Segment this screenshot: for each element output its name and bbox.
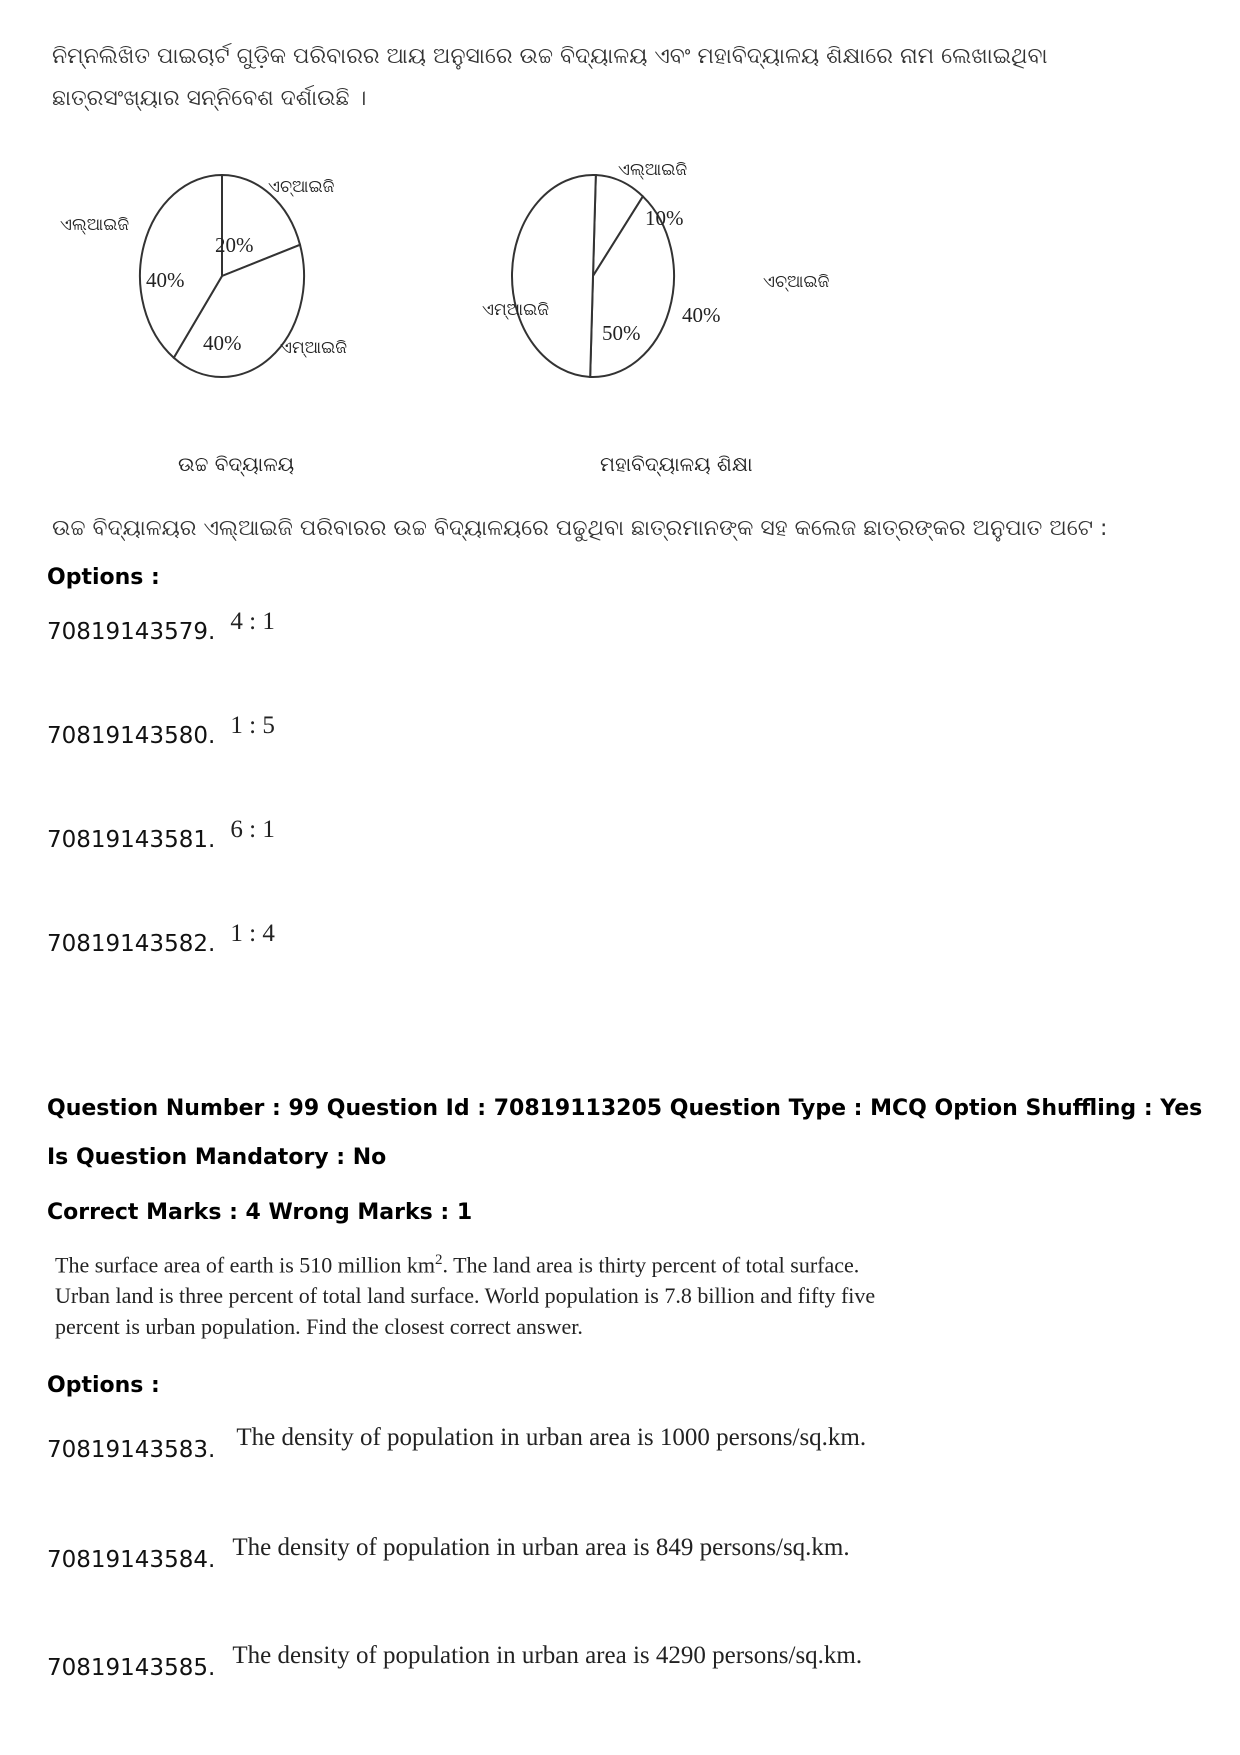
option-row[interactable]	[47, 1642, 863, 1682]
option-value: The density of population in urban area is 4290 persons/sq.km.	[232, 1642, 863, 1669]
question-2-passage	[55, 1245, 1055, 1342]
intro-line-1: ନିମ୍ନଲିଖିତ ପାଇଚାର୍ଟ ଗୁଡ଼ିକ ପରିବାରର ଆୟ ଅନୁସାରେ ଉଚ୍ଚ ବିଦ୍ୟାଳୟ ଏବଂ ମହାବିଦ୍ୟାଳୟ ଶିକ୍ଷାରେ ନାମ ଲେଖାଇଥିବା	[52, 44, 1048, 69]
option-value: 1 : 4	[230, 920, 275, 947]
pie-1-title: ଉଚ୍ଚ ବିଦ୍ୟାଳୟ	[178, 452, 295, 476]
pie-1-label-lower-income: ଏଲ୍‌ଆଇଜି	[60, 215, 130, 235]
option-row[interactable]	[47, 1424, 867, 1464]
question-1-options-label: Options :	[47, 565, 160, 590]
option-id: 70819143584.	[47, 1547, 216, 1573]
passage-line-3: percent is urban population. Find the closest correct answer.	[55, 1314, 583, 1340]
option-row[interactable]	[47, 1534, 850, 1574]
option-value: 1 : 5	[230, 712, 275, 739]
intro-text	[52, 36, 1192, 120]
question-2-options-label: Options :	[47, 1373, 160, 1398]
option-value: The density of population in urban area is 849 persons/sq.km.	[232, 1534, 850, 1561]
pie-chart-high-school	[40, 150, 420, 480]
option-id: 70819143581.	[47, 827, 216, 853]
passage-line-2: Urban land is three percent of total land surface. World population is 7.8 billion and fifty five	[55, 1283, 876, 1309]
option-id: 70819143582.	[47, 931, 216, 957]
option-value: The density of population in urban area is 1000 persons/sq.km.	[236, 1424, 867, 1451]
pie-2-slice-3	[512, 175, 596, 377]
pie-2-label-higher-income: ଏଚ୍‌ଆଇଜି	[763, 272, 830, 292]
question-2-header: Question Number : 99 Question Id : 70819113205 Question Type : MCQ Option Shuffling : Yes	[47, 1096, 1203, 1121]
question-2-marks: Correct Marks : 4 Wrong Marks : 1	[47, 1200, 473, 1225]
superscript: 2	[434, 1252, 443, 1268]
pie-2-title: ମହାବିଦ୍ୟାଳୟ ଶିକ୍ଷା	[600, 452, 753, 476]
option-value: 4 : 1	[230, 608, 275, 635]
option-row[interactable]	[47, 608, 275, 646]
pie-2-pct-middle-income: 50%	[602, 321, 641, 345]
option-id: 70819143585.	[47, 1655, 216, 1681]
pie-2-label-lower-income: ଏଲ୍‌ଆଇଜି	[618, 160, 688, 180]
option-id: 70819143583.	[47, 1437, 216, 1463]
question-2-mandatory: Is Question Mandatory : No	[47, 1145, 387, 1170]
pie-2-pct-lower-income: 10%	[645, 206, 684, 230]
option-id: 70819143580.	[47, 723, 216, 749]
question-1-text: ଉଚ୍ଚ ବିଦ୍ୟାଳୟର ଏଲ୍‌ଆଇଜି ପରିବାରର ଉଚ୍ଚ ବିଦ୍ୟାଳୟରେ ପଢୁଥିବା ଛାତ୍ରମାନଙ୍କ ସହ କଲେଜ ଛାତ୍ରଙ୍କର ଅନୁପାତ ଅଟେ :	[52, 516, 1108, 541]
pie-1-pct-higher-income: 20%	[215, 233, 254, 257]
option-id: 70819143579.	[47, 619, 216, 645]
option-row[interactable]	[47, 816, 275, 854]
option-row[interactable]	[47, 920, 275, 958]
pie-2-label-middle-income: ଏମ୍‌ଆଇଜି	[482, 300, 550, 320]
pie-1-pct-lower-income: 40%	[146, 268, 185, 292]
pie-chart-college-education	[470, 150, 850, 480]
passage-line-1: The surface area of earth is 510 million $km^2$. The land area is thirty percent of total surface.	[55, 1252, 860, 1278]
intro-line-2: ଛାତ୍ରସଂଖ୍ୟାର ସନ୍ନିବେଶ ଦର୍ଶାଉଛି ।	[52, 86, 367, 111]
pie-1-pct-middle-income: 40%	[203, 331, 242, 355]
option-value: 6 : 1	[230, 816, 275, 843]
pie-1-label-middle-income: ଏମ୍‌ଆଇଜି	[280, 338, 348, 358]
pie-2-pct-higher-income: 40%	[682, 303, 721, 327]
option-row[interactable]	[47, 712, 275, 750]
pie-1-label-higher-income: ଏଚ୍‌ଆଇଜି	[268, 177, 335, 197]
